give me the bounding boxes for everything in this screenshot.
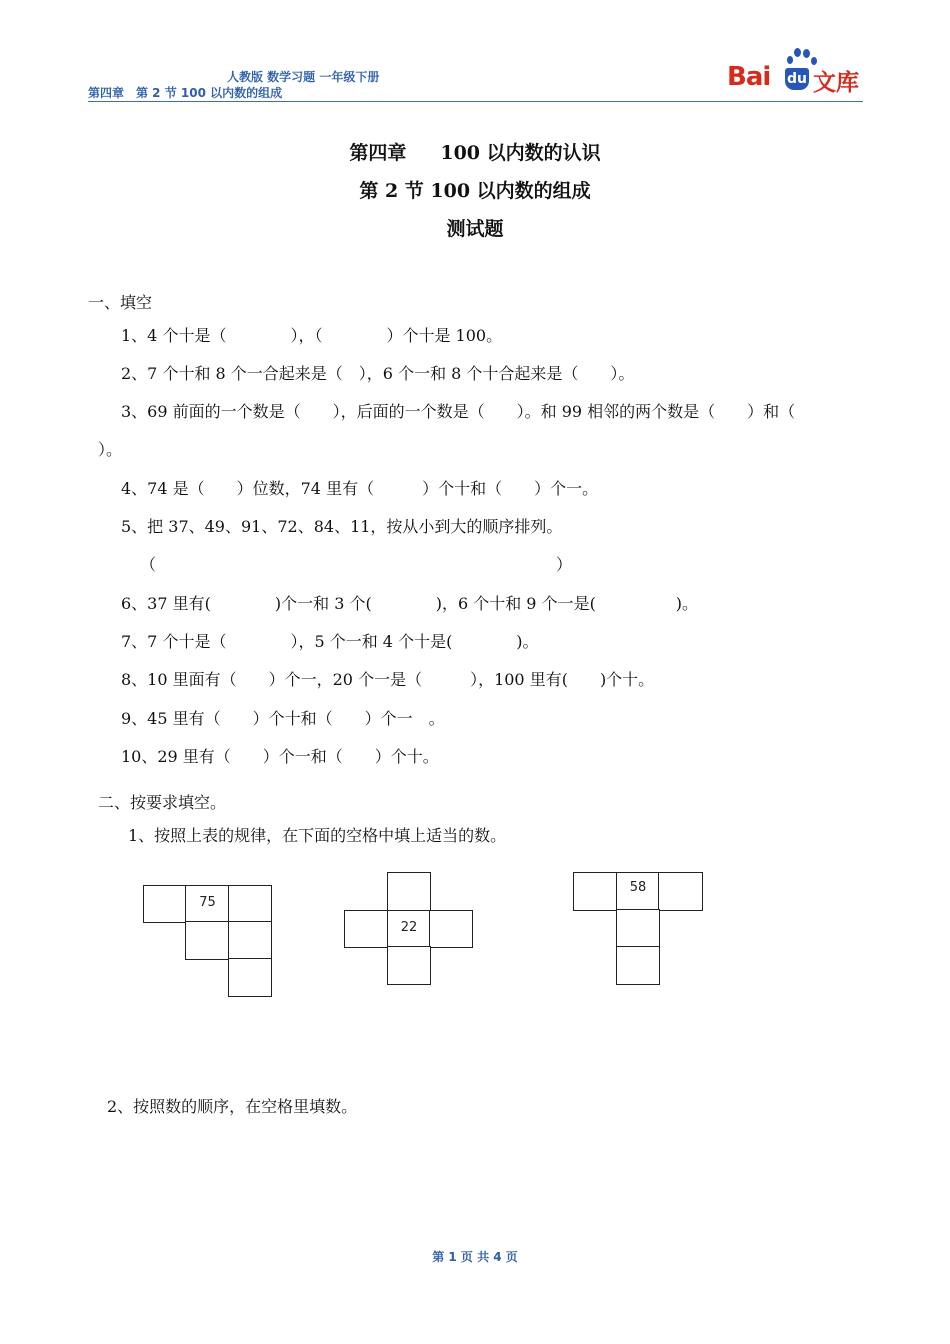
grid-cell	[143, 885, 187, 923]
part2-question-1: 1、按照上表的规律，在下面的空格中填上适当的数。	[128, 826, 507, 845]
question-3-cont: ）。	[98, 440, 123, 459]
grid-cell-given: 22	[387, 910, 431, 948]
question-6: 6、37 里有( )个一和 3 个( )，6 个十和 9 个一是( )。	[121, 594, 699, 613]
grid-cell	[185, 921, 230, 960]
chapter-topic: 100 以内数的认识	[440, 142, 601, 164]
logo-text-bai: Bai	[727, 62, 771, 92]
section-title: 第 2 节 100 以内数的组成	[359, 180, 591, 202]
question-4: 4、74 是（ ）位数，74 里有（ ）个十和（ ）个一。	[121, 479, 599, 498]
question-7: 7、7 个十是（ ），5 个一和 4 个十是( )。	[121, 632, 539, 651]
header-chapter-line: 第四章 第 2 节 100 以内数的组成	[88, 86, 283, 100]
grid-cell	[228, 921, 272, 960]
header-subtitle: 人教版 数学习题 一年级下册	[227, 70, 380, 84]
chapter-label: 第四章	[349, 142, 407, 164]
grid-cell	[616, 909, 660, 948]
grid-cell	[228, 885, 272, 923]
grid-cell	[344, 910, 389, 948]
grid-cell	[387, 872, 431, 912]
grid-cell	[429, 910, 473, 948]
part2-question-2: 2、按照数的顺序，在空格里填数。	[107, 1097, 358, 1116]
grid-cell-given: 75	[185, 885, 230, 923]
question-8: 8、10 里面有（ ）个一，20 个一是（ ），100 里有( )个十。	[121, 670, 655, 689]
question-3: 3、69 前面的一个数是（ ），后面的一个数是（ ）。和 99 相邻的两个数是（ ）和（	[121, 402, 796, 421]
question-9: 9、45 里有（ ）个十和（ ）个一 。	[121, 709, 445, 728]
baidu-wenku-logo	[727, 46, 867, 96]
logo-text-du: du	[785, 68, 809, 90]
question-10: 10、29 里有（ ）个一和（ ）个十。	[121, 747, 439, 766]
grid-cell	[573, 872, 618, 911]
grid-cell-given: 58	[616, 872, 660, 911]
grid-cell	[658, 872, 703, 911]
logo-text-wenku: 文库	[813, 70, 859, 96]
grid-cell	[616, 946, 660, 985]
part2-heading: 二、按要求填空。	[98, 793, 227, 812]
header-divider	[88, 101, 863, 102]
chapter-title	[0, 138, 950, 165]
paw-toe-icon	[787, 56, 793, 64]
paw-toe-icon	[803, 49, 810, 58]
paw-toe-icon	[794, 48, 801, 57]
grid-cell	[387, 946, 431, 985]
test-title: 测试题	[446, 218, 504, 240]
question-2: 2、7 个十和 8 个一合起来是（ ），6 个一和 8 个十合起来是（ ）。	[121, 364, 635, 383]
question-1: 1、4 个十是（ ），（ ）个十是 100。	[121, 326, 503, 345]
question-5: 5、把 37、49、91、72、84、11，按从小到大的顺序排列。	[121, 517, 563, 536]
page-footer: 第 1 页 共 4 页	[432, 1250, 518, 1264]
question-5-answer: （ ）	[140, 555, 573, 574]
part1-heading: 一、填空	[88, 293, 153, 312]
grid-cell	[228, 958, 272, 997]
